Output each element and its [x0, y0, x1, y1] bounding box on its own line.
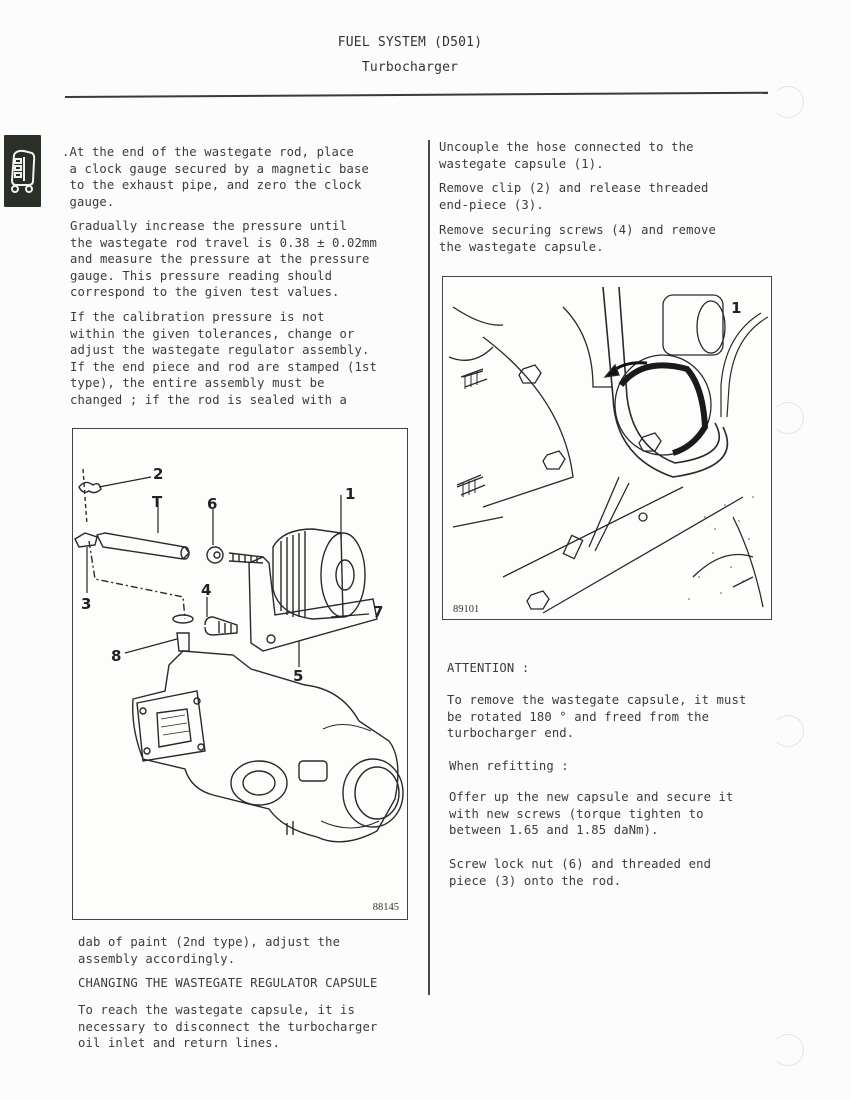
callout-8: 8	[111, 647, 122, 665]
turbo-housing	[133, 651, 398, 842]
attention-text: To remove the wastegate capsule, it must be rotated 180 ° and freed from the turbocharger end.	[447, 693, 747, 740]
stipple-shading	[688, 496, 754, 600]
callout-3: 3	[81, 595, 92, 613]
wastegate-rod	[589, 477, 629, 551]
engine-icon	[8, 147, 37, 195]
hole-punch	[772, 1034, 804, 1066]
callout-4: 4	[201, 581, 212, 599]
exhaust-flange	[137, 691, 205, 761]
attention-label: ATTENTION :	[447, 661, 530, 675]
paragraph-reach-capsule: To reach the wastegate capsule, it is necessary to disconnect the turbocharger oil inlet and return lines.	[78, 1003, 378, 1050]
paragraph-dab-of-paint: dab of paint (2nd type), adjust the assembly accordingly.	[78, 935, 341, 966]
header-rule	[65, 92, 768, 98]
refitting-step-lock-nut: Screw lock nut (6) and threaded end piece (3) onto the rod.	[449, 857, 712, 888]
wastegate-exploded-drawing	[73, 429, 407, 919]
rod-T	[97, 533, 189, 559]
callout-5: 5	[293, 667, 304, 685]
oil-port	[231, 761, 287, 805]
paragraph-remove-screws: Remove securing screws (4) and remove the wastegate capsule.	[439, 223, 717, 254]
hole-punch	[772, 715, 804, 747]
end-piece-3	[75, 533, 97, 547]
paragraph-increase-pressure: Gradually increase the pressure until the wastegate rod travel is 0.38 ± 0.02mm and measure the pressure at the pressure gauge. This pressure reading should correspond to the given test values.	[70, 219, 377, 299]
callout-6: 6	[207, 495, 218, 513]
stud-8	[177, 633, 189, 651]
subsection-title: Turbocharger	[361, 60, 459, 75]
figure-number: 89101	[453, 604, 480, 615]
hole-punch	[772, 86, 804, 118]
figure-wastegate-exploded	[72, 428, 408, 920]
refitting-step-capsule: Offer up the new capsule and secure it with new screws (torque tighten to between 1.65 and 1.85 daNm).	[449, 790, 734, 837]
compressor-outlet	[343, 759, 403, 827]
column-divider	[428, 140, 430, 995]
callout-2: 2	[153, 465, 164, 483]
figure-number: 88145	[372, 902, 399, 913]
paragraph-uncouple-hose: Uncouple the hose connected to the wastegate capsule (1).	[439, 140, 694, 171]
section-title: FUEL SYSTEM (D501)	[337, 35, 483, 50]
clip-2	[79, 482, 101, 492]
section-heading-changing-capsule: CHANGING THE WASTEGATE REGULATOR CAPSULE	[78, 976, 378, 990]
paragraph-calibration: If the calibration pressure is not within the given tolerances, change or adjust the wastegate regulator assembly. If the end piece and rod are stamped (1st type), the entire assembly must be changed ; if the rod is sealed with a	[70, 310, 377, 407]
hole-punch	[772, 402, 804, 434]
callout-1: 1	[345, 485, 356, 503]
refitting-label: When refitting :	[449, 759, 569, 773]
callout-7: 7	[373, 603, 384, 621]
figure-capsule-in-situ	[442, 276, 772, 620]
capsule-in-situ-drawing	[443, 277, 771, 619]
section-tab	[4, 135, 41, 207]
callout-T: T	[152, 493, 163, 511]
callout-1: 1	[731, 299, 742, 317]
paragraph-clock-gauge: .At the end of the wastegate rod, place a clock gauge secured by a magnetic base to the exhaust pipe, and zero the clock gauge.	[62, 145, 369, 209]
paragraph-remove-clip: Remove clip (2) and release threaded end-piece (3).	[439, 181, 709, 212]
